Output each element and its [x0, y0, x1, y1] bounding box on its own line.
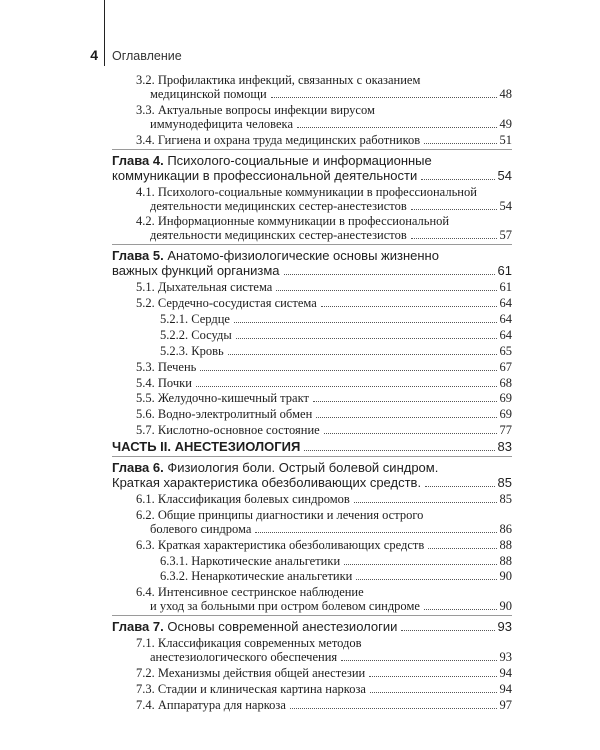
toc-entry-line — [112, 312, 512, 326]
toc-entry-line — [112, 228, 512, 242]
toc-entry-line — [112, 117, 512, 131]
dot-leader — [316, 417, 496, 418]
dot-leader — [411, 209, 497, 210]
dot-leader — [284, 274, 495, 275]
toc-entry — [112, 666, 512, 680]
toc-entry-title: 6.3.2. Ненаркотические анальгетики — [160, 569, 353, 584]
dot-leader — [356, 579, 496, 580]
toc-entry-title: 7.2. Механизмы действия общей анестезии — [136, 666, 366, 681]
toc-page-number: 61 — [499, 280, 512, 295]
toc-entry — [112, 698, 512, 712]
toc-entry-line — [112, 492, 512, 506]
dot-leader — [354, 502, 497, 503]
toc-entry-title: 7.1. Классификация современных методов — [136, 636, 362, 651]
toc-entry-line — [112, 460, 512, 475]
toc-entry-title: 3.4. Гигиена и охрана труда медицинских работников — [136, 132, 421, 147]
table-of-contents — [112, 73, 512, 714]
dot-leader — [313, 401, 497, 402]
toc-page-number: 94 — [499, 666, 512, 681]
dot-leader — [290, 708, 497, 709]
toc-entry-title: 6.4. Интенсивное сестринское наблюдение — [136, 585, 364, 600]
toc-entry-title: Краткая характеристика обезболивающих средств. — [112, 475, 422, 491]
toc-entry-line — [112, 376, 512, 390]
toc-entry — [112, 133, 512, 147]
toc-entry-title: 5.1. Дыхательная система — [136, 280, 273, 295]
dot-leader — [324, 433, 497, 434]
toc-page-number: 93 — [499, 650, 512, 665]
chapter-label: Глава 7. — [112, 619, 164, 635]
toc-entry-line — [112, 554, 512, 568]
toc-page-number: 94 — [499, 681, 512, 696]
toc-entry-title: 4.2. Информационные коммуникации в профессиональной — [136, 214, 450, 229]
toc-entry — [112, 103, 512, 131]
toc-entry-line — [112, 73, 512, 87]
toc-entry-line — [112, 475, 512, 490]
page-number: 4 — [90, 47, 98, 63]
toc-entry-line — [112, 168, 512, 183]
toc-entry-line — [112, 103, 512, 117]
toc-entry — [112, 538, 512, 552]
toc-page-number: 48 — [499, 87, 512, 101]
toc-entry-title: 5.2.1. Сердце — [160, 312, 230, 327]
toc-entry-line — [112, 650, 512, 664]
toc-entry-title: 5.3. Печень — [136, 359, 197, 374]
dot-leader — [424, 609, 497, 610]
dot-leader — [297, 127, 497, 128]
header-rule — [104, 0, 105, 66]
toc-entry-title: 7.3. Стадии и клиническая картина наркоза — [136, 681, 366, 696]
toc-entry-line — [112, 522, 512, 536]
toc-entry — [112, 508, 512, 536]
toc-entry — [112, 554, 512, 568]
toc-entry-line — [112, 87, 512, 101]
toc-entry-title: деятельности медицинских сестер-анестезистов — [150, 228, 407, 243]
toc-page-number: 54 — [497, 167, 512, 183]
toc-page-number: 85 — [497, 475, 512, 491]
toc-page-number: 67 — [499, 359, 512, 374]
toc-entry — [112, 407, 512, 421]
dot-leader — [401, 630, 494, 631]
dot-leader — [425, 486, 494, 487]
toc-entry-line — [112, 599, 512, 613]
dot-leader — [428, 548, 496, 549]
dot-leader — [341, 660, 496, 661]
part-label: ЧАСТЬ II. АНЕСТЕЗИОЛОГИЯ — [112, 439, 301, 455]
toc-page-number: 68 — [499, 375, 512, 390]
toc-entry-title: 5.5. Желудочно-кишечный тракт — [136, 391, 309, 406]
dot-leader — [421, 179, 494, 180]
toc-entry-title: 7.4. Аппаратура для наркоза — [136, 697, 286, 712]
toc-page-number: 85 — [499, 491, 512, 506]
toc-entry-title: болевого синдрома — [150, 521, 252, 536]
toc-entry — [112, 376, 512, 390]
toc-entry-line — [112, 636, 512, 650]
toc-page-number: 54 — [499, 198, 512, 213]
toc-page-number: 69 — [499, 407, 512, 422]
chapter-label: Глава 6. — [112, 460, 164, 476]
toc-entry — [112, 312, 512, 326]
toc-page-number: 61 — [497, 263, 512, 279]
toc-entry-line — [112, 508, 512, 522]
toc-entry-line — [112, 344, 512, 358]
toc-page-number: 64 — [499, 312, 512, 327]
chapter-label: Глава 4. — [112, 152, 164, 168]
toc-entry-title: 3.2. Профилактика инфекций, связанных с оказанием — [136, 73, 421, 87]
toc-entry-line — [112, 391, 512, 405]
dot-leader — [276, 290, 496, 291]
toc-entry-title: 5.7. Кислотно-основное состояние — [136, 423, 320, 438]
dot-leader — [228, 354, 497, 355]
dot-leader — [234, 322, 497, 323]
toc-entry-line — [112, 185, 512, 199]
toc-entry-title: деятельности медицинских сестер-анестезистов — [150, 198, 407, 213]
toc-entry-title: 6.2. Общие принципы диагностики и лечения острого — [136, 507, 424, 522]
toc-page-number: 86 — [499, 521, 512, 536]
toc-page-number: 49 — [499, 116, 512, 131]
toc-page-number: 77 — [499, 423, 512, 438]
dot-leader — [411, 238, 497, 239]
toc-entry-line — [112, 133, 512, 147]
running-header-title: Оглавление — [112, 49, 182, 63]
dot-leader — [236, 338, 497, 339]
toc-entry-line — [112, 328, 512, 342]
toc-page-number: 83 — [497, 439, 512, 455]
toc-chapter-entry — [112, 615, 512, 634]
toc-entry — [112, 280, 512, 294]
toc-page-number: 90 — [499, 569, 512, 584]
toc-entry-line — [112, 682, 512, 696]
toc-entry — [112, 344, 512, 358]
toc-entry-line — [112, 698, 512, 712]
toc-entry — [112, 328, 512, 342]
toc-entry-title: 4.1. Психолого-социальные коммуникации в профессиональной — [136, 184, 477, 199]
toc-entry-title: важных функций организма — [112, 263, 280, 279]
toc-entry — [112, 296, 512, 310]
toc-page-number: 64 — [499, 327, 512, 342]
toc-entry — [112, 185, 512, 213]
toc-entry-line — [112, 439, 512, 454]
toc-chapter-entry — [112, 244, 512, 278]
toc-page-number: 90 — [499, 599, 512, 614]
toc-entry — [112, 585, 512, 613]
toc-page-number: 69 — [499, 391, 512, 406]
toc-entry-title: Глава 7. Основы современной анестезиологии — [112, 619, 398, 635]
dot-leader — [321, 306, 497, 307]
toc-entry-line — [112, 423, 512, 437]
toc-entry-title: 6.1. Классификация болевых синдромов — [136, 491, 350, 506]
toc-entry — [112, 492, 512, 506]
dot-leader — [196, 386, 497, 387]
toc-entry-line — [112, 296, 512, 310]
toc-entry-title: Глава 5. Анатомо-физиологические основы жизненно — [112, 248, 439, 264]
toc-entry — [112, 391, 512, 405]
toc-entry-line — [112, 153, 512, 168]
toc-entry-title: медицинской помощи — [150, 87, 267, 101]
dot-leader — [424, 143, 496, 144]
toc-entry-title: 6.3.1. Наркотические анальгетики — [160, 553, 341, 568]
toc-entry-title: 6.3. Краткая характеристика обезболивающих средств — [136, 537, 425, 552]
toc-entry-title: 5.2.3. Кровь — [160, 343, 224, 358]
toc-entry-line — [112, 248, 512, 263]
toc-entry-title — [112, 439, 300, 454]
toc-entry-line — [112, 360, 512, 374]
toc-entry-title: Глава 4. Психолого-социальные и информационные — [112, 152, 432, 168]
toc-entry-title: Глава 6. Физиология боли. Острый болевой синдром. — [112, 460, 439, 476]
toc-entry-line — [112, 407, 512, 421]
toc-entry-line — [112, 214, 512, 228]
toc-page-number: 51 — [499, 132, 512, 147]
chapter-label: Глава 5. — [112, 248, 164, 264]
toc-page-number: 88 — [499, 553, 512, 568]
toc-entry-line — [112, 569, 512, 583]
dot-leader — [255, 532, 496, 533]
toc-entry — [112, 423, 512, 437]
toc-entry-title: и уход за больными при остром болевом синдроме — [150, 599, 420, 614]
toc-page-number: 64 — [499, 296, 512, 311]
toc-entry — [112, 360, 512, 374]
dot-leader — [200, 370, 496, 371]
toc-page-number: 97 — [499, 697, 512, 712]
toc-entry-title: иммунодефицита человека — [150, 116, 293, 131]
toc-entry — [112, 569, 512, 583]
toc-entry — [112, 682, 512, 696]
dot-leader — [370, 692, 497, 693]
toc-entry-line — [112, 263, 512, 278]
dot-leader — [304, 450, 494, 451]
toc-entry-title: анестезиологического обеспечения — [150, 650, 338, 665]
toc-entry — [112, 636, 512, 664]
toc-entry-title: 5.4. Почки — [136, 375, 192, 390]
toc-entry — [112, 214, 512, 242]
toc-entry-line — [112, 199, 512, 213]
toc-entry-line — [112, 666, 512, 680]
toc-entry-title: 5.6. Водно-электролитный обмен — [136, 407, 313, 422]
toc-page-number: 93 — [497, 619, 512, 635]
toc-chapter-entry — [112, 456, 512, 490]
dot-leader — [369, 676, 496, 677]
toc-page-number: 88 — [499, 537, 512, 552]
dot-leader — [344, 564, 496, 565]
toc-entry-title: коммуникации в профессиональной деятельности — [112, 167, 418, 183]
toc-entry — [112, 73, 512, 101]
toc-entry-title: 3.3. Актуальные вопросы инфекции вирусом — [136, 102, 375, 117]
toc-page-number: 65 — [499, 343, 512, 358]
toc-entry-line — [112, 538, 512, 552]
toc-part-entry — [112, 439, 512, 454]
toc-entry-title: 5.2.2. Сосуды — [160, 327, 232, 342]
toc-entry-line — [112, 585, 512, 599]
toc-page-number: 57 — [499, 228, 512, 243]
toc-entry-title: 5.2. Сердечно-сосудистая система — [136, 296, 317, 311]
dot-leader — [271, 97, 497, 98]
toc-entry-line — [112, 280, 512, 294]
toc-chapter-entry — [112, 149, 512, 183]
toc-entry-line — [112, 619, 512, 634]
